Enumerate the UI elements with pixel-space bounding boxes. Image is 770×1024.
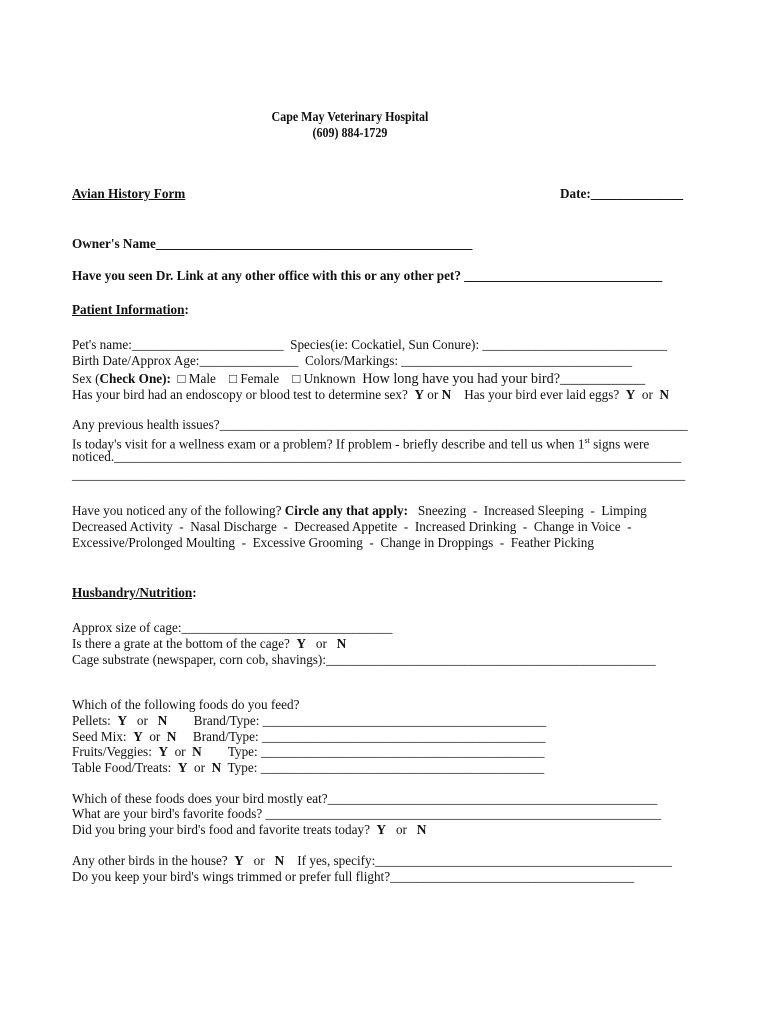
seed-or: or	[142, 729, 167, 744]
foods-intro: Which of the following foods do you feed?	[72, 697, 300, 712]
owner-name-field[interactable]	[72, 236, 472, 252]
birds-yes[interactable]: Y	[234, 853, 244, 868]
grate-line[interactable]	[72, 636, 346, 652]
previous-health-line[interactable]: Any previous health issues?_______________________________________________________________________	[72, 417, 688, 432]
seed-yes[interactable]: Y	[133, 729, 143, 744]
how-long-question[interactable]: How long have you had your bird?____________	[362, 371, 646, 387]
visit-reason-superscript: st	[584, 436, 590, 445]
pellets-line[interactable]	[72, 713, 546, 729]
other-office-question[interactable]	[72, 268, 662, 284]
date-blank[interactable]: ______________	[590, 186, 684, 201]
symptoms-options-1[interactable]: Sneezing - Increased Sleeping - Limping	[408, 503, 647, 518]
visit-reason-text: Is today's visit for a wellness exam or a problem? If problem - briefly describe and tell us when 1	[72, 436, 585, 452]
fruit-type[interactable]: Type: ___________________________________________	[201, 744, 545, 759]
birds-question: Any other birds in the house?	[72, 853, 235, 868]
cage-size-line[interactable]: Approx size of cage:________________________________	[72, 620, 393, 635]
table-yes[interactable]: Y	[177, 760, 188, 775]
patient-heading-text: Patient Information	[72, 302, 185, 317]
eggs-or: or	[635, 387, 660, 402]
birth-date-colors-line[interactable]: Birth Date/Approx Age:_______________ Colors/Markings: ___________________________________	[72, 353, 633, 368]
bring-question: Did you bring your bird's food and favorite treats today?	[72, 822, 377, 837]
bring-or: or	[386, 822, 417, 837]
wings-line[interactable]: Do you keep your bird's wings trimmed or prefer full flight?_____________________________________	[72, 869, 635, 884]
seed-no[interactable]: N	[166, 729, 177, 744]
seed-mix-line[interactable]	[72, 729, 545, 745]
owner-blank[interactable]: ________________________________________________	[155, 236, 473, 251]
grate-no[interactable]: N	[336, 636, 347, 651]
table-no[interactable]: N	[211, 760, 222, 775]
date-field[interactable]	[560, 186, 683, 202]
birds-no[interactable]: N	[274, 853, 285, 868]
sex-label: Sex (	[72, 371, 100, 386]
grate-yes[interactable]: Y	[296, 636, 306, 651]
bring-yes[interactable]: Y	[376, 822, 387, 837]
symptoms-circle-instruction: Circle any that apply:	[284, 503, 408, 518]
table-food-line[interactable]	[72, 760, 544, 776]
table-or: or	[187, 760, 212, 775]
hospital-name: Cape May Veterinary Hospital	[271, 109, 429, 124]
eggs-question: Has your bird ever laid eggs?	[451, 387, 626, 402]
other-office-blank[interactable]: ______________________________	[460, 268, 663, 283]
fruit-or: or	[167, 744, 193, 759]
endoscopy-or: or	[423, 387, 442, 402]
birds-specify[interactable]: If yes, specify:_____________________________________________	[284, 853, 672, 868]
patient-heading	[72, 302, 189, 318]
pellets-label: Pellets:	[72, 713, 118, 728]
other-birds-line[interactable]	[72, 853, 672, 869]
pellets-yes[interactable]: Y	[117, 713, 127, 728]
pellets-no[interactable]: N	[157, 713, 168, 728]
other-office-text: Have you seen Dr. Link at any other office with this or any other pet?	[72, 268, 461, 283]
endoscopy-no[interactable]: N	[441, 387, 452, 402]
symptoms-intro: Have you noticed any of the following?	[72, 503, 285, 518]
owner-label: Owner's Name	[72, 236, 156, 251]
date-label: Date:	[560, 186, 591, 201]
noticed-line[interactable]: noticed.______________________________________________________________________________________	[72, 449, 682, 464]
substrate-line[interactable]: Cage substrate (newspaper, corn cob, shavings):__________________________________________________	[72, 652, 656, 667]
favorite-foods-line[interactable]: What are your bird's favorite foods? ____________________________________________________________	[72, 806, 662, 821]
seed-brand[interactable]: Brand/Type: ___________________________________________	[176, 729, 546, 744]
form-title: Avian History Form	[72, 186, 186, 201]
endoscopy-eggs-line[interactable]	[72, 387, 669, 403]
fruits-veggies-line[interactable]	[72, 744, 545, 760]
endoscopy-question: Has your bird had an endoscopy or blood test to determine sex?	[72, 387, 415, 402]
bring-food-line[interactable]	[72, 822, 426, 838]
husbandry-heading-text: Husbandry/Nutrition	[72, 585, 193, 600]
endoscopy-yes[interactable]: Y	[414, 387, 424, 402]
hospital-phone: (609) 884-1729	[312, 125, 388, 140]
symptoms-line-2[interactable]: Decreased Activity - Nasal Discharge - Decreased Appetite - Increased Drinking - Change in Voice -	[72, 519, 632, 534]
birds-or: or	[243, 853, 275, 868]
mostly-eat-line[interactable]: Which of these foods does your bird mostly eat?__________________________________________________	[72, 791, 658, 806]
bring-no[interactable]: N	[416, 822, 427, 837]
pellets-brand[interactable]: Brand/Type: ___________________________________________	[167, 713, 547, 728]
husbandry-heading-colon: :	[192, 585, 197, 600]
eggs-no[interactable]: N	[659, 387, 670, 402]
pellets-or: or	[126, 713, 158, 728]
pet-name-species-line[interactable]: Pet's name:_______________________ Species(ie: Cockatiel, Sun Conure): ____________________________	[72, 337, 668, 352]
grate-or: or	[305, 636, 337, 651]
grate-question: Is there a grate at the bottom of the cage?	[72, 636, 297, 651]
husbandry-heading	[72, 585, 197, 601]
symptoms-line-1[interactable]	[72, 503, 647, 519]
visit-reason-text-end: signs were	[589, 436, 650, 452]
blank-line[interactable]: _____________________________________________________________________________________________	[72, 467, 686, 482]
patient-heading-colon: :	[184, 302, 189, 317]
sex-options[interactable]: □ Male □ Female □ Unknown	[170, 371, 363, 386]
fruit-label: Fruits/Veggies:	[72, 744, 159, 759]
seed-label: Seed Mix:	[72, 729, 134, 744]
table-type[interactable]: Type: ___________________________________________	[221, 760, 545, 775]
symptoms-line-3[interactable]: Excessive/Prolonged Moulting - Excessive Grooming - Change in Droppings - Feather Picking	[72, 535, 594, 550]
sex-line[interactable]	[72, 371, 645, 387]
fruit-no[interactable]: N	[192, 744, 202, 759]
sex-check-one: Check One):	[99, 371, 171, 386]
fruit-yes[interactable]: Y	[158, 744, 168, 759]
eggs-yes[interactable]: Y	[625, 387, 636, 402]
table-label: Table Food/Treats:	[72, 760, 178, 775]
